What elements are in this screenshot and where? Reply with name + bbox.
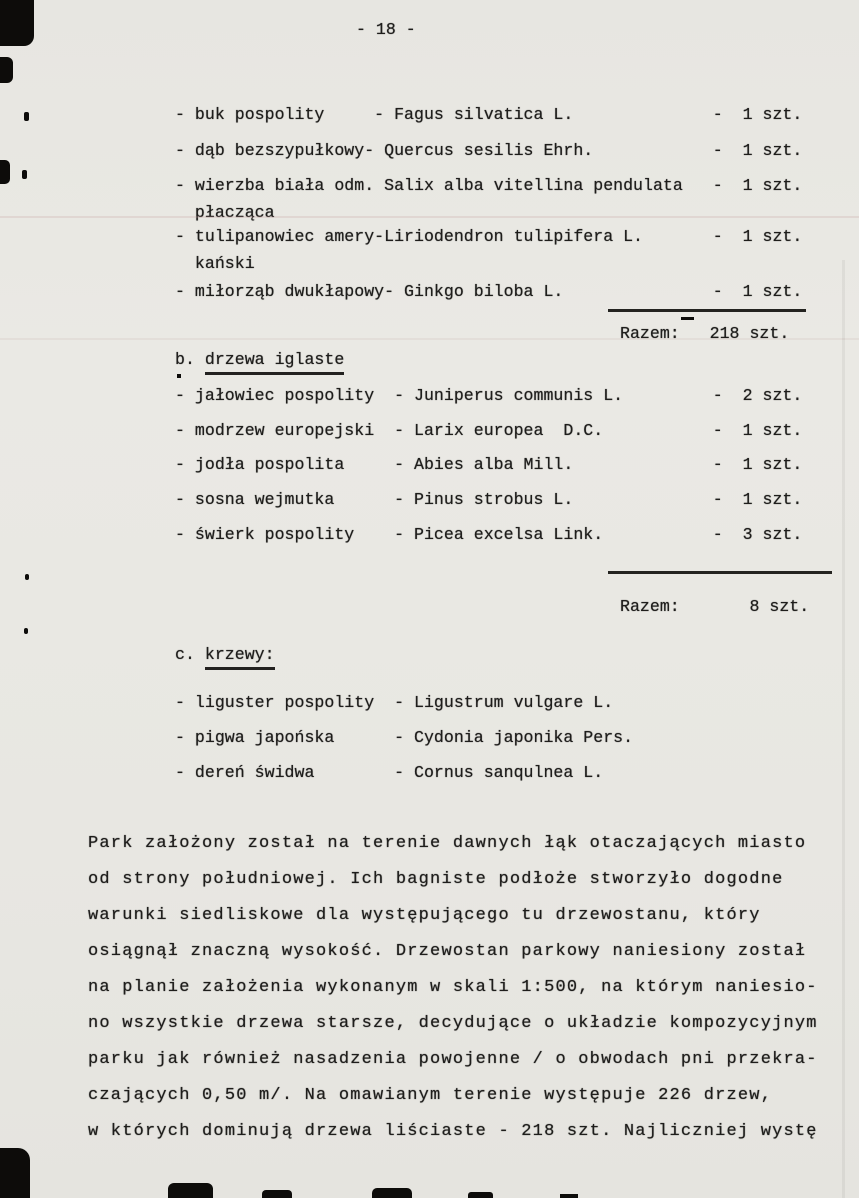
tree-row-line: - jodła pospolita - Abies alba Mill. - 1 szt.	[175, 455, 803, 474]
section-c-heading-prefix: c.	[175, 645, 205, 664]
paragraph-line: parku jak również nasadzenia powojenne / o obwodach pni przekra-	[88, 1050, 818, 1069]
paragraph-line: Park założony został na terenie dawnych łąk otaczających miasto	[88, 834, 807, 853]
scan-edge-shadow	[842, 260, 845, 1198]
correction-mark	[681, 317, 694, 320]
section-b-total: Razem: 8 szt.	[620, 597, 810, 616]
totals-rule-b	[608, 571, 832, 574]
page-number: - 18 -	[356, 20, 416, 39]
tree-row-line: - sosna wejmutka - Pinus strobus L. - 1 szt.	[175, 490, 803, 509]
section-a-total: Razem: 218 szt.	[620, 324, 790, 343]
paragraph-line: na planie założenia wykonanym w skali 1:500, na którym naniesio-	[88, 978, 818, 997]
scan-artifact	[262, 1190, 292, 1198]
shrub-row-line: - pigwa japońska - Cydonia japonika Pers.	[175, 728, 634, 747]
paragraph-line: w których dominują drzewa liściaste - 218 szt. Najliczniej wystę	[88, 1122, 818, 1141]
scan-crease	[0, 216, 859, 218]
scan-artifact	[560, 1194, 578, 1198]
section-c-heading-title: krzewy:	[205, 645, 275, 670]
scan-artifact	[168, 1183, 213, 1198]
paragraph-line: osiągnął znaczną wysokość. Drzewostan parkowy naniesiony został	[88, 942, 807, 961]
section-c-heading	[175, 645, 275, 665]
section-b-heading	[175, 350, 344, 370]
section-b-heading-prefix: b.	[175, 350, 205, 369]
scan-artifact	[25, 574, 29, 580]
section-b-heading-title: drzewa iglaste	[205, 350, 344, 375]
tree-row-line: - modrzew europejski - Larix europea D.C. - 1 szt.	[175, 421, 803, 440]
scan-artifact	[0, 0, 34, 46]
scan-artifact	[468, 1192, 493, 1198]
shrub-row-line: - dereń świdwa - Cornus sanqulnea L.	[175, 763, 604, 782]
paragraph-line: czających 0,50 m/. Na omawianym terenie występuje 226 drzew,	[88, 1086, 773, 1105]
tree-row-line: - jałowiec pospolity - Juniperus communis L. - 2 szt.	[175, 386, 803, 405]
scan-artifact	[22, 170, 27, 179]
scan-crease	[0, 338, 859, 340]
paragraph-line: warunki siedliskowe dla występującego tu drzewostanu, który	[88, 906, 761, 925]
tree-row-wrap-line: kański	[175, 254, 255, 273]
totals-rule-a	[608, 309, 806, 312]
tree-row-line: - buk pospolity - Fagus silvatica L. - 1 szt.	[175, 105, 803, 124]
tree-row-line: - miłorząb dwukłapowy- Ginkgo biloba L. - 1 szt.	[175, 282, 803, 301]
tree-row-line: - dąb bezszypułkowy- Quercus sesilis Ehrh. - 1 szt.	[175, 141, 803, 160]
tree-row-wrap-line: płacząca	[175, 203, 275, 222]
tree-row-line: - świerk pospolity - Picea excelsa Link. - 3 szt.	[175, 525, 803, 544]
paragraph-line: od strony południowej. Ich bagniste podłoże stworzyło dogodne	[88, 870, 784, 889]
scan-artifact	[372, 1188, 412, 1198]
tree-row-line: - wierzba biała odm. Salix alba vitellina pendulata - 1 szt.	[175, 176, 803, 195]
scan-artifact	[0, 57, 13, 83]
paragraph-line: no wszystkie drzewa starsze, decydujące o układzie kompozycyjnym	[88, 1014, 818, 1033]
tree-row-line: - tulipanowiec amery-Liriodendron tulipifera L. - 1 szt.	[175, 227, 803, 246]
shrub-row-line: - liguster pospolity - Ligustrum vulgare L.	[175, 693, 614, 712]
scan-artifact	[24, 628, 28, 634]
scan-artifact	[0, 160, 10, 184]
scan-artifact	[0, 1148, 30, 1198]
heading-dot-mark	[177, 374, 181, 378]
scan-artifact	[24, 112, 29, 121]
